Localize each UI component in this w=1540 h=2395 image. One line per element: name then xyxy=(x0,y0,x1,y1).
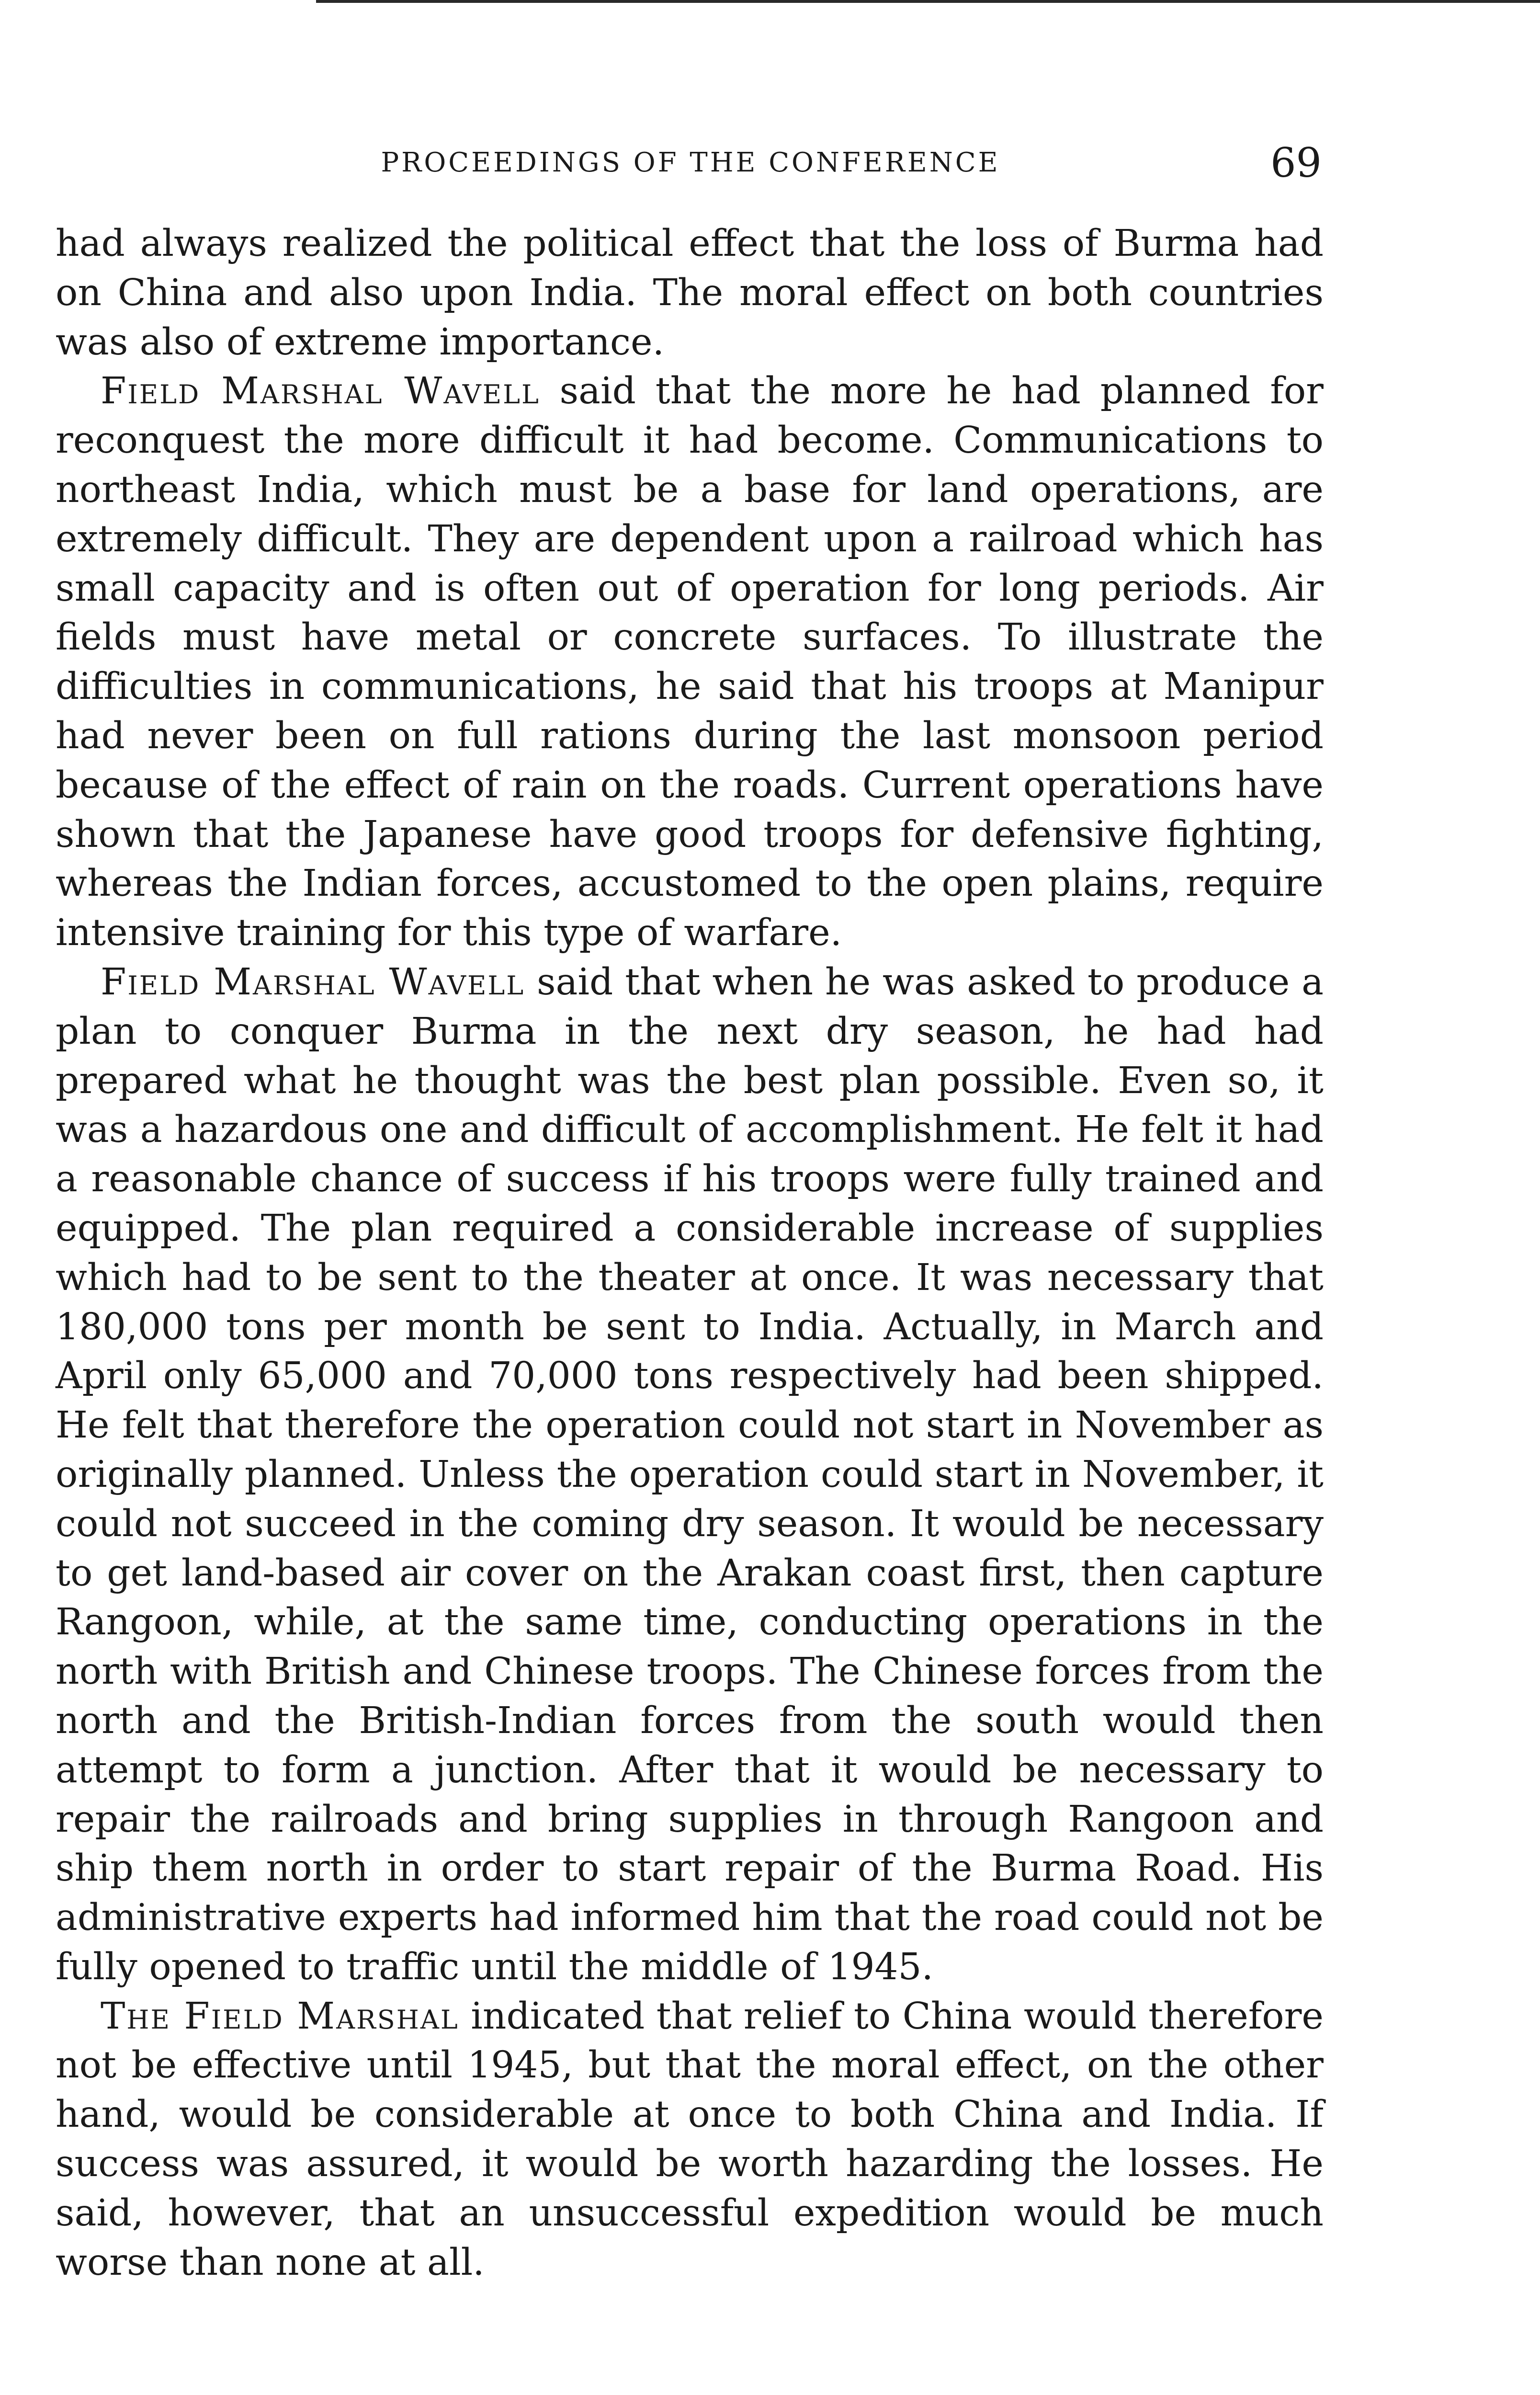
paragraph-4 xyxy=(56,1992,1324,2288)
top-rule xyxy=(316,0,1540,3)
paragraph-2 xyxy=(56,367,1324,958)
page-number: 69 xyxy=(1270,139,1322,186)
paragraph-3 xyxy=(56,958,1324,1992)
paragraph-text: said that the more he had planned for reconquest the more difficult it had become. Communications to northeast India, which must be a base for land operations, are extremely difficult. They are dependent upon a railroad which has small capacity and is often out of operation for long periods. Air fields must have metal or concrete surfaces. To illustrate the difficulties in communications, he said that his troops at Manipur had never been on full rations during the last monsoon period because of the effect of rain on the roads. Current operations have shown that the Japanese have good troops for defensive fighting, whereas the Indian forces, accustomed to the open plains, require intensive training for this type of warfare. xyxy=(56,370,1324,955)
paragraph-text: indicated that relief to China would therefore not be effective until 1945, but that the moral effect, on the other hand, would be considerable at once to both China and India. If success was assured, it would be worth hazarding the losses. He said, however, that an unsuccessful expedition would be much worse than none at all. xyxy=(56,1995,1324,2284)
paragraph-text: said that when he was asked to produce a plan to conquer Burma in the next dry season, he had had prepared what he thought was the best plan possible. Even so, it was a hazardous one and difficult of accomplishment. He felt it had a reasonable chance of success if his troops were fully trained and equipped. The plan required a considerable increase of supplies which had to be sent to the theater at once. It was necessary that 180,000 tons per month be sent to India. Actually, in March and April only 65,000 and 70,000 tons respectively had been shipped. He felt that therefore the operation could not start in November as originally planned. Unless the operation could start in November, it could not succeed in the coming dry season. It would be necessary to get land-based air cover on the Arakan coast first, then capture Rangoon, while, at the same time, conducting operations in the north with British and Chinese troops. The Chinese forces from the north and the British-Indian forces from the south would then attempt to form a junction. After that it would be necessary to repair the railroads and bring supplies in through Rangoon and ship them north in order to start repair of the Burma Road. His administrative experts had informed him that the road could not be fully opened to traffic until the middle of 1945. xyxy=(56,960,1324,1988)
speaker-name: The Field Marshal xyxy=(101,1995,459,2038)
paragraph-text: had always realized the political effect that the loss of Burma had on China and also upon India. The moral effect on both countries was also of extreme importance. xyxy=(56,222,1324,364)
speaker-name: Field Marshal Wavell xyxy=(101,370,540,413)
speaker-name: Field Marshal Wavell xyxy=(101,960,525,1004)
body-text xyxy=(56,219,1324,2287)
paragraph-1 xyxy=(56,219,1324,367)
running-title: PROCEEDINGS OF THE CONFERENCE xyxy=(381,147,1000,178)
running-header xyxy=(0,139,1540,186)
